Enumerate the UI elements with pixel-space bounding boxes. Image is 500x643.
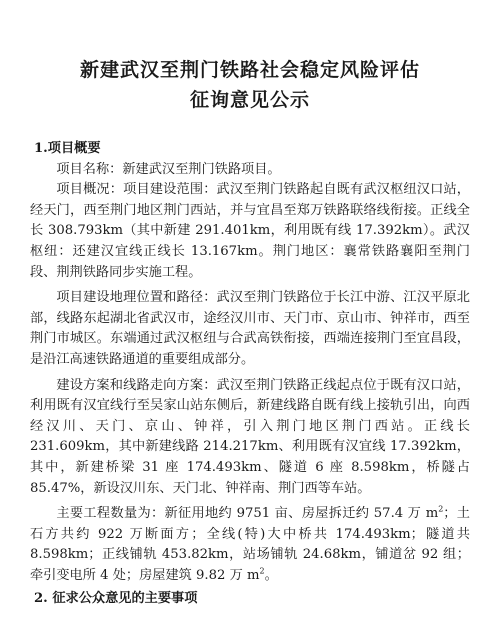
section-2-heading: 2. 征求公众意见的主要事项 [34, 591, 198, 607]
quantities-text-3: 。 [264, 567, 278, 583]
section-1-heading: 1.项目概要 [34, 141, 101, 156]
geography-route-paragraph: 项目建设地理位置和路径：武汉至荆门铁路位于长江中游、江汉平原北部，线路东起湖北省武汉市，途经汉川市、天门市、京山市、钟祥市，西至荆门市城区。东端通过武汉枢纽与合武高铁衔接，西端连接荆门至宜昌段，是沿江高速铁路通道的重要组成部分。 [30, 290, 470, 367]
project-overview-paragraph: 项目概况：项目建设范围：武汉至荆门铁路起自既有武汉枢纽汉口站，经天门，西至荆门地区荆门西站，并与宜昌至郑万铁路联络线衔接。正线全长 308.793km（其中新建 291.401km，利用既有线 17.392km）。武汉枢纽：还建汉宜线正线长 13.167km。荆门地区：襄常铁路襄阳至荆门段、荆荆铁路同步实施工程。 [30, 182, 470, 280]
quantities-text-2: ；土石方共约 922 万断面方；全线(特)大中桥共 174.493km；隧道共 8.598km；正线铺轨 453.82km，站场铺轨 24.68km，铺道岔 92 组；牵引变电所 4 处；房屋建筑 9.82 万 m [30, 506, 470, 583]
project-name-paragraph: 项目名称：新建武汉至荆门铁路项目。 [56, 161, 281, 177]
title-line-2: 征询意见公示 [189, 89, 310, 111]
title-line-1: 新建武汉至荆门铁路社会稳定风险评估 [79, 59, 420, 81]
quantities-paragraph [30, 504, 470, 586]
construction-plan-paragraph: 建设方案和线路走向方案：武汉至荆门铁路正线起点位于既有汉口站，利用既有汉宜线行至吴家山站东侧后，新建线路自既有线上接轨引出，向西经汉川、天门、京山、钟祥，引入荆门地区荆门西站。正线长 231.609km，其中新建线路 214.217km、利用既有汉宜线 17.392km，其中，新建桥梁 31 座 174.493km、隧道 6 座 8.598km，桥隧占 85.47%，新设汉川东、天门北、钟祥南、荆门西等车站。 [30, 377, 470, 496]
area-superscript-2: 2 [259, 566, 265, 576]
area-superscript-1: 2 [438, 504, 444, 514]
document-body [30, 139, 470, 610]
quantities-text-1: 主要工程数量为：新征用地约 9751 亩、房屋拆迁约 57.4 万 m [56, 506, 439, 522]
document-title [30, 0, 470, 115]
